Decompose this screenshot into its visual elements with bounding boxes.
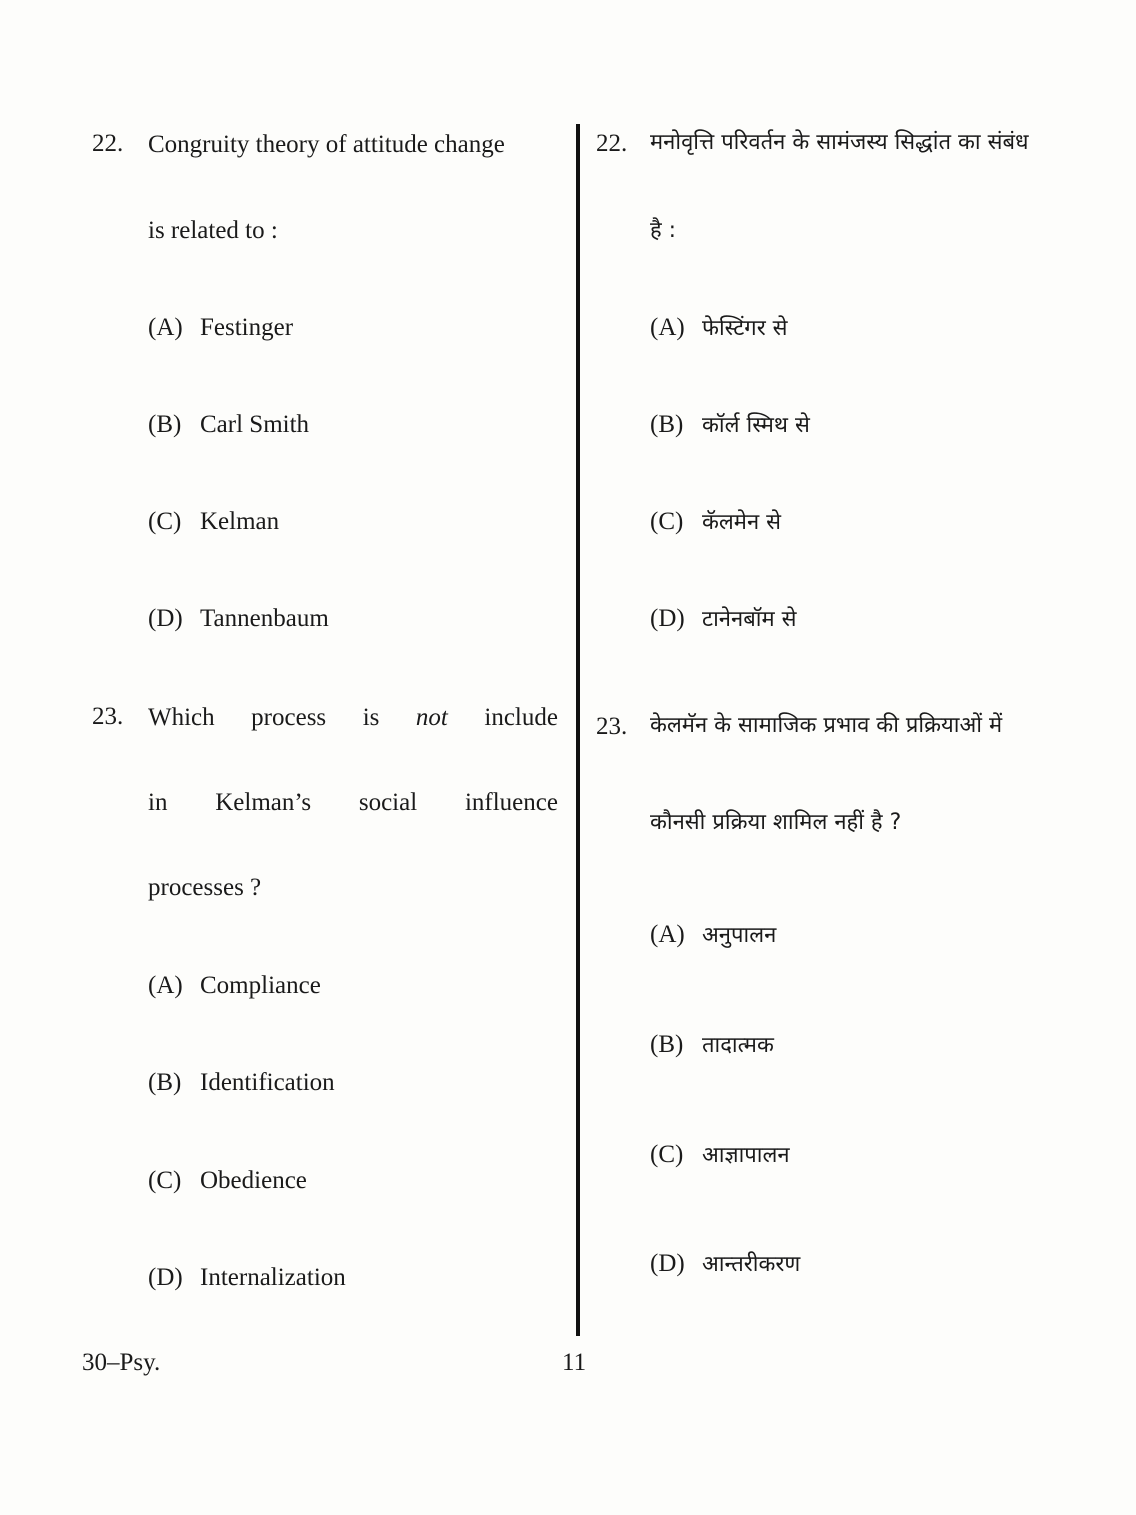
question-text: Congruity theory of attitude change [148, 131, 505, 158]
question-text: कौनसी प्रक्रिया शामिल नहीं है ? [650, 810, 902, 835]
question-text: है : [650, 218, 677, 243]
paper-code: 30–Psy. [82, 1349, 161, 1376]
option-a: (A) अनुपालन [650, 921, 777, 948]
question-text: Which process is not include [148, 704, 558, 731]
option-c: (C) आज्ञापालन [650, 1141, 790, 1168]
option-c: (C) कॅलमेन से [650, 508, 782, 535]
question-text: in Kelman’s social influence [148, 789, 558, 816]
option-b: (B) कॉर्ल स्मिथ से [650, 411, 810, 438]
option-c: (C) Kelman [148, 508, 280, 535]
question-text: is related to : [148, 217, 278, 244]
option-a: (A) Festinger [148, 314, 294, 341]
option-a: (A) Compliance [148, 972, 321, 999]
question-number: 23. [92, 703, 124, 730]
option-d: (D) Tannenbaum [148, 605, 329, 632]
column-divider [576, 124, 580, 1336]
option-a: (A) फेस्टिंगर से [650, 314, 788, 341]
question-number: 22. [92, 130, 124, 157]
question-number: 23. [596, 713, 628, 740]
page-number: 11 [562, 1349, 587, 1376]
question-number: 22. [596, 130, 628, 157]
option-b: (B) तादात्मक [650, 1031, 774, 1058]
option-d: (D) आन्तरीकरण [650, 1250, 801, 1277]
option-d: (D) टानेनबॉम से [650, 605, 797, 632]
question-text: केलमॅन के सामाजिक प्रभाव की प्रक्रियाओं में [650, 713, 1003, 738]
question-text: मनोवृत्ति परिवर्तन के सामंजस्य सिद्धांत का संबंध [650, 130, 1029, 155]
option-b: (B) Carl Smith [148, 411, 310, 438]
option-b: (B) Identification [148, 1069, 335, 1096]
option-d: (D) Internalization [148, 1264, 346, 1291]
question-text: processes ? [148, 874, 262, 901]
option-c: (C) Obedience [148, 1167, 307, 1194]
